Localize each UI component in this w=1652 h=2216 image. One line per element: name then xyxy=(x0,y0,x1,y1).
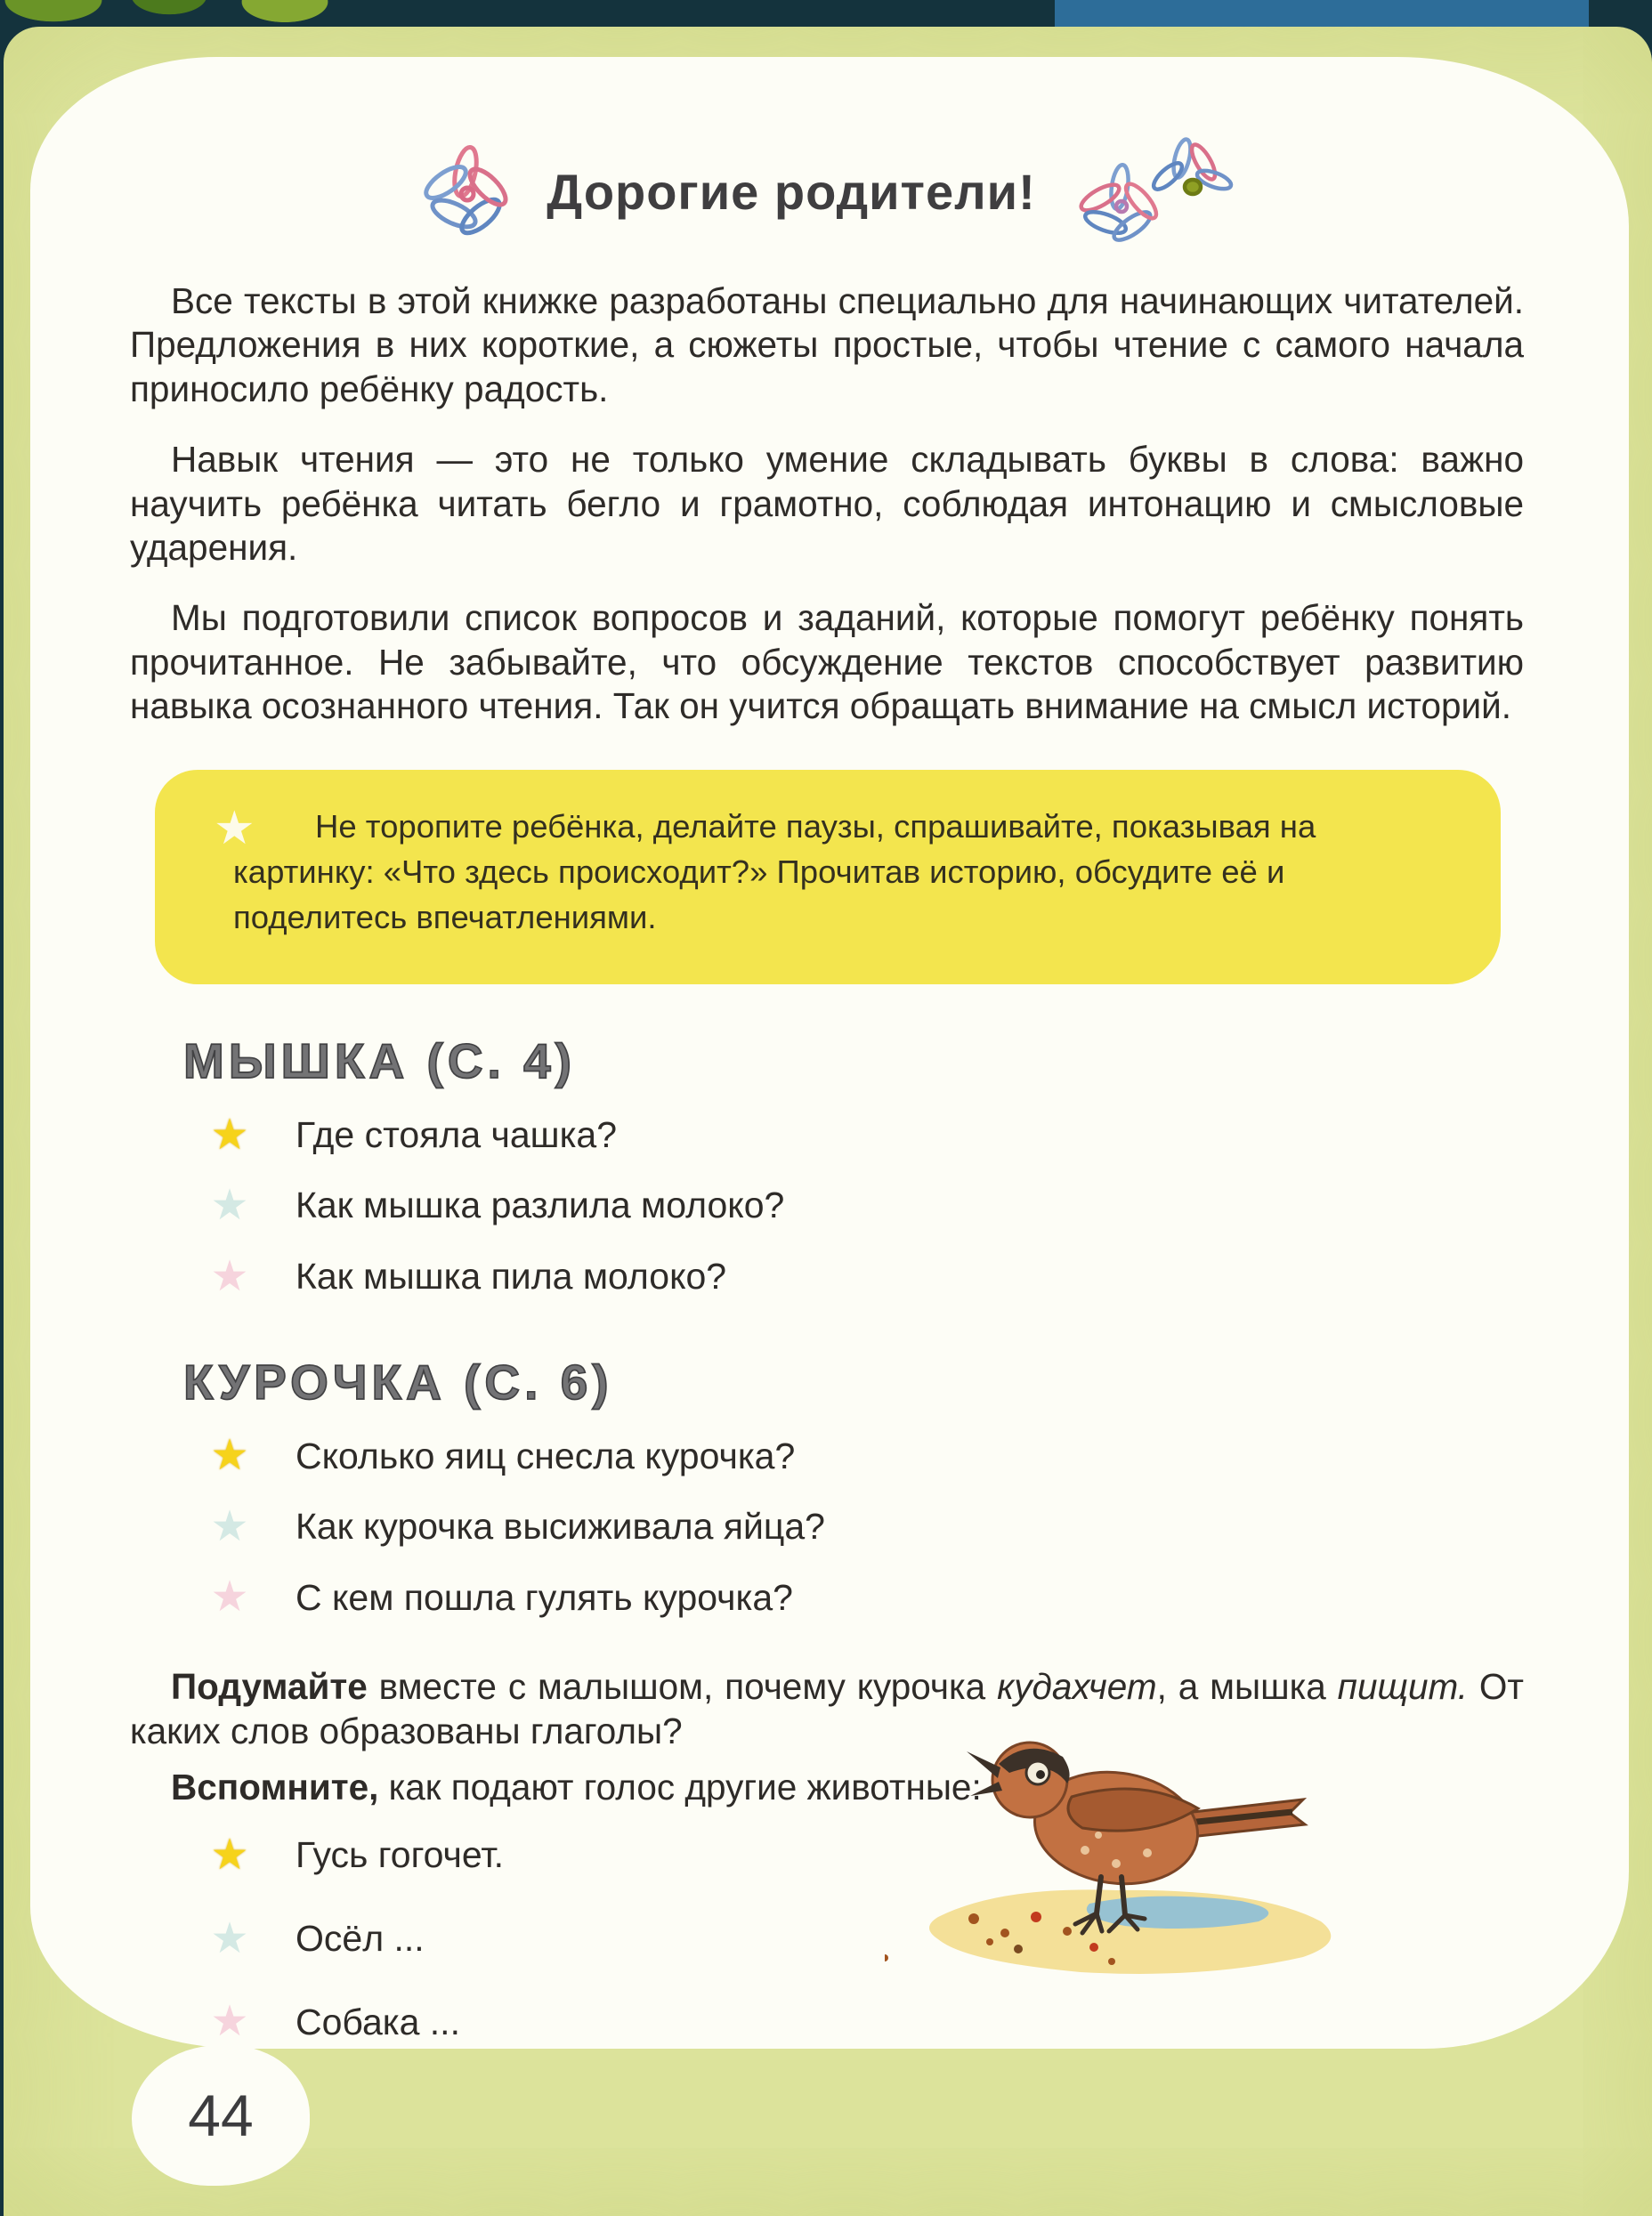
list-item xyxy=(201,1249,1524,1306)
remember-bold: Вспомните, xyxy=(171,1767,379,1808)
list-item xyxy=(201,1570,1524,1627)
list-item xyxy=(201,1499,1524,1556)
star-icon: ★ xyxy=(210,1111,249,1159)
plants-photo-fragment xyxy=(0,0,383,27)
question-text: Как мышка пила молоко? xyxy=(296,1256,727,1298)
flower-doodle-icon xyxy=(417,138,514,245)
tip-text: Не торопите ребёнка, делайте паузы, спрашивайте, показывая на картинку: «Что здесь происходит?» Прочитав историю, обсудите её и поделитесь впечатлениями. xyxy=(233,807,1316,935)
page-number: 44 xyxy=(188,2083,254,2148)
question-text: Как курочка высиживала яйца? xyxy=(296,1506,825,1548)
question-list-kurochka xyxy=(201,1428,1524,1627)
star-icon: ★ xyxy=(210,1182,249,1230)
question-list-myshka xyxy=(201,1107,1524,1306)
star-icon: ★ xyxy=(210,1832,249,1880)
section-heading-myshka: МЫШКА (С. 4) xyxy=(183,1032,576,1088)
think-bold: Подумайте xyxy=(171,1666,368,1708)
intro-paragraph-2: Навык чтения — это не только умение складывать буквы в слова: важно научить ребёнка читать бегло и грамотно, соблюдая интонацию и смысловые ударения. xyxy=(130,439,1524,569)
list-item xyxy=(201,1107,1524,1164)
voice-text: Осёл ... xyxy=(296,1917,425,1959)
flowers-doodle-icon xyxy=(1068,133,1237,249)
star-icon: ★ xyxy=(210,1998,249,2046)
voice-text: Гусь гогочет. xyxy=(296,1834,504,1876)
think-text: , а мышка xyxy=(1156,1666,1338,1708)
think-text: вместе с малышом, почему курочка xyxy=(367,1666,998,1708)
star-icon: ★ xyxy=(210,1252,249,1300)
intro-paragraph-1: Все тексты в этой книжке разработаны специально для начинающих читателей. Предложения в них короткие, а сюжеты простые, чтобы чтение с самого начала приносило ребёнку радость. xyxy=(130,280,1524,409)
question-text: Как мышка разлила молоко? xyxy=(296,1185,785,1226)
page-number-blob xyxy=(132,2045,310,2186)
question-text: Сколько яиц снесла курочка? xyxy=(296,1435,796,1476)
list-item xyxy=(201,1994,1524,2051)
content-area xyxy=(30,57,1629,2049)
think-italic-word: кудахчет xyxy=(997,1666,1157,1708)
bird-illustration xyxy=(885,1694,1365,1988)
white-star-icon: ★ xyxy=(214,802,255,854)
intro-paragraph-3: Мы подготовили список вопросов и заданий, которые помогут ребёнку понять прочитанное. Не забывайте, что обсуждение текстов способствует развитию навыка осознанного чтения. Так он учится обращать внимание на смысл историй. xyxy=(130,597,1524,727)
star-icon: ★ xyxy=(210,1914,249,1962)
page-title: Дорогие родители! xyxy=(547,163,1036,220)
star-icon: ★ xyxy=(210,1573,249,1622)
star-icon: ★ xyxy=(210,1432,249,1480)
think-italic-word: пищит. xyxy=(1337,1666,1469,1708)
tip-highlight-box xyxy=(155,770,1501,984)
remember-text: как подают голос другие животные: xyxy=(378,1767,982,1808)
title-row xyxy=(130,133,1524,249)
think-text: От каких слов образованы глаголы? xyxy=(130,1666,1524,1751)
list-item xyxy=(201,1428,1524,1485)
star-icon: ★ xyxy=(210,1502,249,1550)
question-text: Где стояла чашка? xyxy=(296,1113,618,1155)
section-heading-kurochka: КУРОЧКА (С. 6) xyxy=(183,1354,613,1410)
question-text: С кем пошла гулять курочка? xyxy=(296,1576,793,1618)
voice-text: Собака ... xyxy=(296,2001,460,2042)
list-item xyxy=(201,1177,1524,1234)
